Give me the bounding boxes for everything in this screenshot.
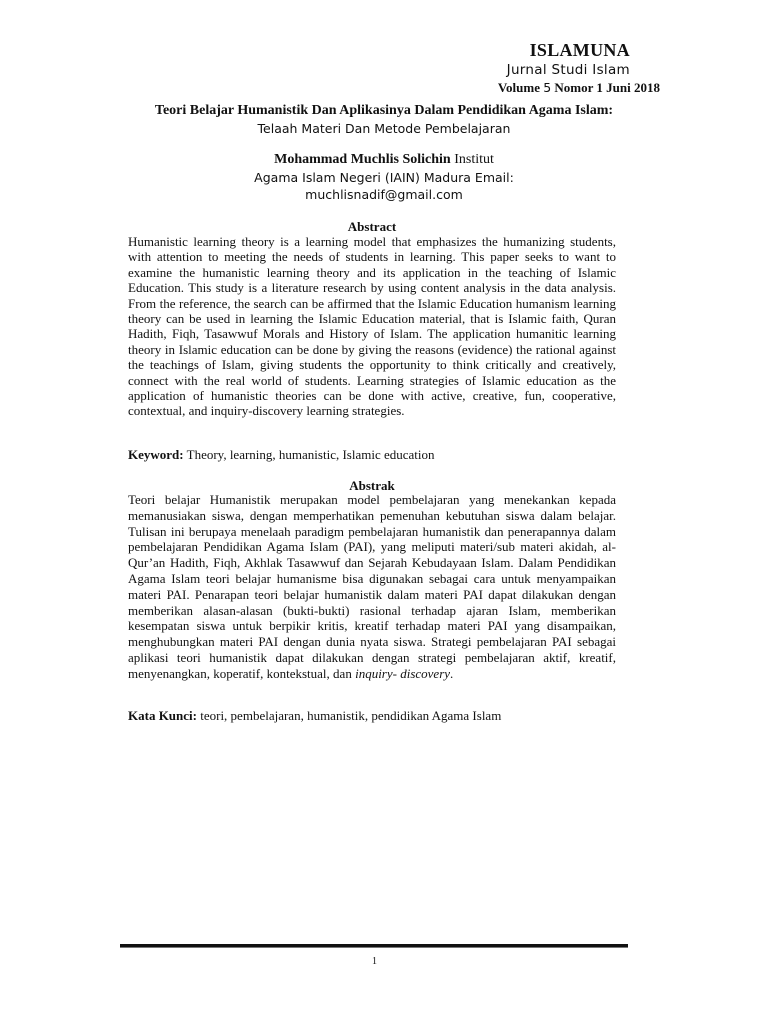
abstract-heading: Abstract: [347, 219, 397, 234]
paper-title: Teori Belajar Humanistik Dan Aplikasinya Dalam Pendidikan Agama Islam:: [154, 103, 614, 118]
abstrak-body: Teori belajar Humanistik merupakan model pembelajaran yang menekankan kepada memanusiakan siswa, dengan memperhatikan pemenuhan kebutuhan siswa dalam belajar. Tulisan ini berupaya menelaah paradigm pembelajaran humanistik dan penerapannya dalam pembelajaran Pendidikan Agama Islam (PAI), yang meliputi materi/sub materi akidah, al-Qur’an Hadith, Fiqh, Akhlak Tasawwuf dan Sejarah Kebudayaan Islam. Dalam Pendidikan Agama Islam teori belajar humanisme bisa digunakan sebagai cara untuk menyampaikan materi PAI. Penarapan teori belajar humanistik dalam materi PAI dapat dilakukan dengan memberikan alasan-alasan (bukti-bukti) rasional terhadap ajaran Islam, memberikan kesempatan siswa untuk berpikir kritis, kreatif terhadap materi PAI yang disampaikan, menghubungkan materi PAI dengan dunia nyata siswa. Strategi pembelajaran PAI sebagai aplikasi teori humanistik dapat dilakukan dengan strategi pembelajaran aktif, kreatif, menyenangkan, koperatif, kontekstual, dan: [128, 492, 616, 681]
volume-number: 5: [543, 80, 552, 95]
volume-prefix: Volume: [497, 80, 544, 95]
author-line-1: [128, 152, 640, 168]
abstrak-end: .: [450, 665, 454, 681]
author-email: muchlisnadif@gmail.com: [305, 187, 463, 202]
volume-rest: Nomor 1 Juni 2018: [551, 80, 660, 95]
journal-subtitle: Jurnal Studi Islam: [506, 62, 630, 78]
journal-name: ISLAMUNA: [529, 40, 630, 60]
author-name: Mohammad Muchlis Solichin: [274, 152, 451, 167]
kata-kunci-values: teori, pembelajaran, humanistik, pendidikan Agama Islam: [196, 708, 502, 723]
abstrak-text: [128, 492, 616, 682]
author-affiliation-start: Institut: [450, 152, 494, 167]
keyword-label: Keyword:: [128, 447, 184, 462]
keyword-line: [128, 447, 628, 463]
footer-rule-thin: [120, 947, 628, 948]
paper-subtitle: Telaah Materi Dan Metode Pembelajaran: [257, 121, 511, 136]
kata-kunci-line: [128, 708, 628, 724]
author-affiliation: Agama Islam Negeri (IAIN) Madura Email:: [254, 170, 514, 185]
keyword-values: Theory, learning, humanistic, Islamic education: [183, 447, 435, 462]
abstrak-heading: Abstrak: [349, 478, 395, 493]
kata-kunci-label: Kata Kunci:: [128, 708, 197, 723]
page-number: 1: [372, 956, 377, 967]
journal-volume: [498, 80, 660, 96]
abstract-text: Humanistic learning theory is a learning model that emphasizes the humanizing students, with attention to meeting the needs of students in learning. This paper seeks to want to examine the humanistic learning theory and its application in the teaching of Islamic Education. This study is a literature research by using content analysis in the data analysis. From the reference, the search can be affirmed that the Islamic Education humanism learning theory can be used in learning the Islamic Education material, that is Islamic faith, Quran Hadith, Fiqh, Tasawwuf Morals and History of Islam. The application humanitic learning theory in Islamic education can be done by giving the reasons (evidence) the rational against the teachings of Islam, giving students the opportunity to think critically and creatively, connect with the real world of students. Learning strategies of Islamic education as the application of humanistic theories can be done with active, creative, fun, cooperative, contextual, and inquiry-discovery learning strategies.: [128, 234, 616, 419]
abstrak-italic: inquiry- discovery: [355, 665, 451, 681]
